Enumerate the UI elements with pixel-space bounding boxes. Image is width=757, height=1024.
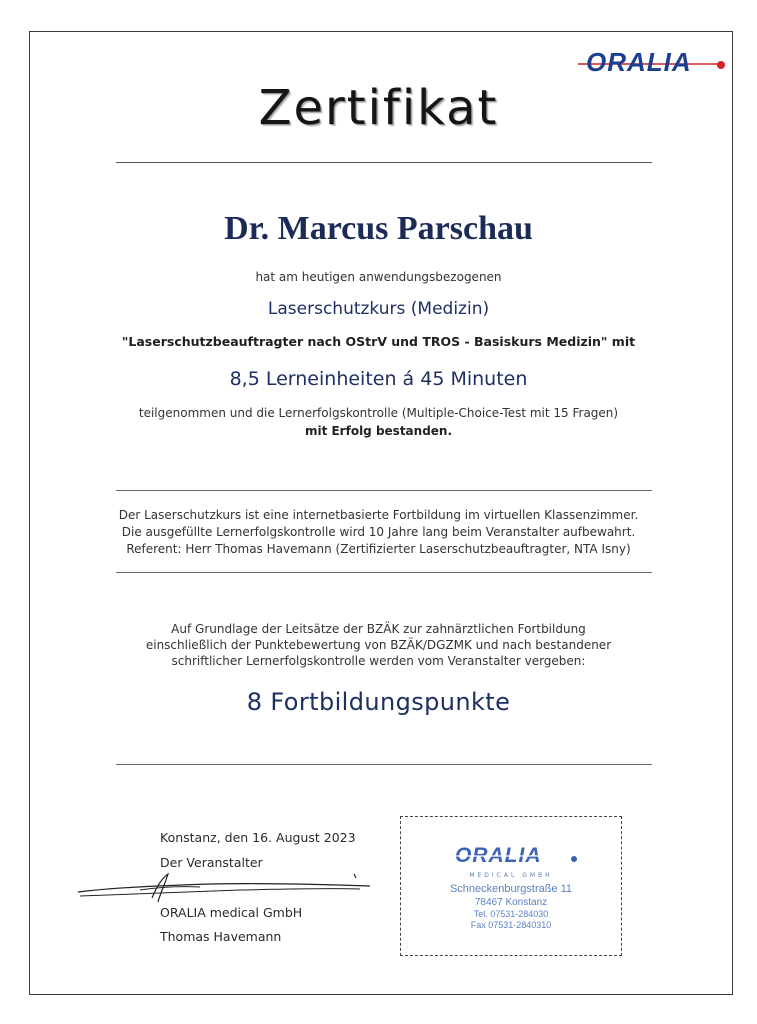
course-name: Laserschutzkurs (Medizin) bbox=[267, 299, 490, 319]
company-stamp bbox=[400, 816, 622, 956]
info-line: Der Laserschutzkurs ist eine internetbasierte Fortbildung im virtuellen Klassenzimmer. bbox=[118, 508, 639, 522]
passed-text: mit Erfolg bestanden. bbox=[304, 424, 453, 438]
stamp-tel: Tel. 07531-284030 bbox=[473, 909, 549, 919]
divider bbox=[116, 162, 652, 163]
divider bbox=[116, 490, 652, 491]
stamp-fax: Fax 07531-2840310 bbox=[470, 920, 552, 930]
svg-text:ORALIA: ORALIA bbox=[455, 844, 542, 867]
svg-text:ORALIA: ORALIA bbox=[586, 47, 692, 77]
divider bbox=[116, 764, 652, 765]
info-line: Referent: Herr Thomas Havemann (Zertifizierter Laserschutzbeauftragter, NTA Isny) bbox=[126, 542, 631, 556]
company-name: ORALIA medical GmbH bbox=[160, 905, 303, 920]
oralia-logo bbox=[578, 44, 728, 78]
certificate-title: Zertifikat bbox=[258, 80, 499, 136]
stamp-oralia-logo bbox=[451, 843, 581, 867]
stamp-city: 78467 Konstanz bbox=[474, 897, 548, 908]
stamp-street: Schneckenburgstraße 11 bbox=[449, 883, 573, 895]
result-text: teilgenommen und die Lernerfolgskontrolle (Multiple-Choice-Test mit 15 Fragen) bbox=[138, 406, 619, 420]
points-basis-line: Auf Grundlage der Leitsätze der BZÄK zur zahnärztlichen Fortbildung bbox=[171, 622, 586, 636]
learning-units: 8,5 Lerneinheiten á 45 Minuten bbox=[229, 368, 528, 390]
divider bbox=[116, 572, 652, 573]
signatory-name: Thomas Havemann bbox=[160, 929, 282, 944]
stamp-subtitle: MEDICAL GMBH bbox=[469, 872, 553, 879]
recipient-name: Dr. Marcus Parschau bbox=[224, 210, 533, 247]
continuing-education-points: 8 Fortbildungspunkte bbox=[246, 688, 511, 716]
course-full-title: "Laserschutzbeauftragter nach OStrV und TROS - Basiskurs Medizin" mit bbox=[121, 334, 636, 349]
place-date: Konstanz, den 16. August 2023 bbox=[160, 830, 356, 845]
points-basis-line: schriftlicher Lernerfolgskontrolle werden vom Veranstalter vergeben: bbox=[171, 654, 586, 668]
points-basis-line: einschließlich der Punktebewertung von BZÄK/DGZMK und nach bestandener bbox=[145, 638, 612, 652]
info-line: Die ausgefüllte Lernerfolgskontrolle wird 10 Jahre lang beim Veranstalter aufbewahrt. bbox=[121, 525, 636, 539]
intro-text: hat am heutigen anwendungsbezogenen bbox=[255, 270, 502, 284]
handwritten-signature bbox=[70, 868, 380, 908]
organizer-label: Der Veranstalter bbox=[160, 855, 263, 870]
